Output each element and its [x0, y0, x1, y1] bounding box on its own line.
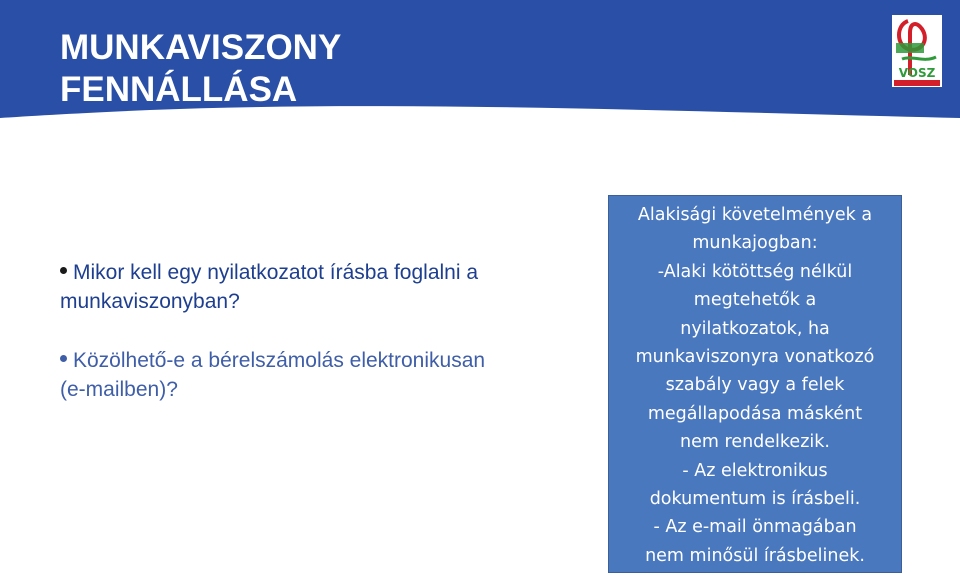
bullet-item: [60, 346, 500, 404]
info-line: szabály vagy a felek: [665, 375, 845, 396]
logo-wordmark: VOSZ: [898, 66, 936, 80]
bullet-item: [60, 258, 500, 316]
info-line: - Az e-mail önmagában: [653, 517, 857, 538]
bullet-dot-icon: [60, 267, 67, 274]
bullet-text: Mikor kell egy nyilatkozatot írásba foglalni a munkaviszonyban?: [60, 261, 479, 313]
info-box-text: [609, 201, 901, 570]
info-line: megállapodása másként: [647, 403, 863, 424]
slide-title: MUNKAVISZONY FENNÁLLÁSA: [60, 28, 342, 109]
bullet-dot-icon: [60, 355, 67, 362]
info-line: - Az elektronikus: [682, 460, 828, 481]
info-line: dokumentum is írásbeli.: [649, 489, 861, 510]
bullet-list: [60, 258, 500, 434]
info-line: munkaviszonyra vonatkozó: [635, 347, 875, 368]
info-box: [608, 195, 902, 573]
info-line: -Alaki kötöttség nélkül: [657, 261, 853, 282]
info-line: megtehetők a: [693, 290, 817, 311]
info-line: Alakisági követelmények a: [637, 205, 873, 225]
info-line: nyilatkozatok, ha: [680, 318, 830, 339]
info-line: munkajogban:: [692, 233, 818, 254]
info-line: nem minősül írásbelinek.: [645, 545, 865, 566]
info-line: nem rendelkezik.: [680, 432, 830, 453]
logo-icon: [892, 15, 942, 87]
header-banner: [0, 0, 960, 123]
bullet-text: Közölhető-e a bérelszámolás elektronikusan (e-mailben)?: [60, 349, 486, 401]
vosz-logo: [892, 15, 942, 87]
